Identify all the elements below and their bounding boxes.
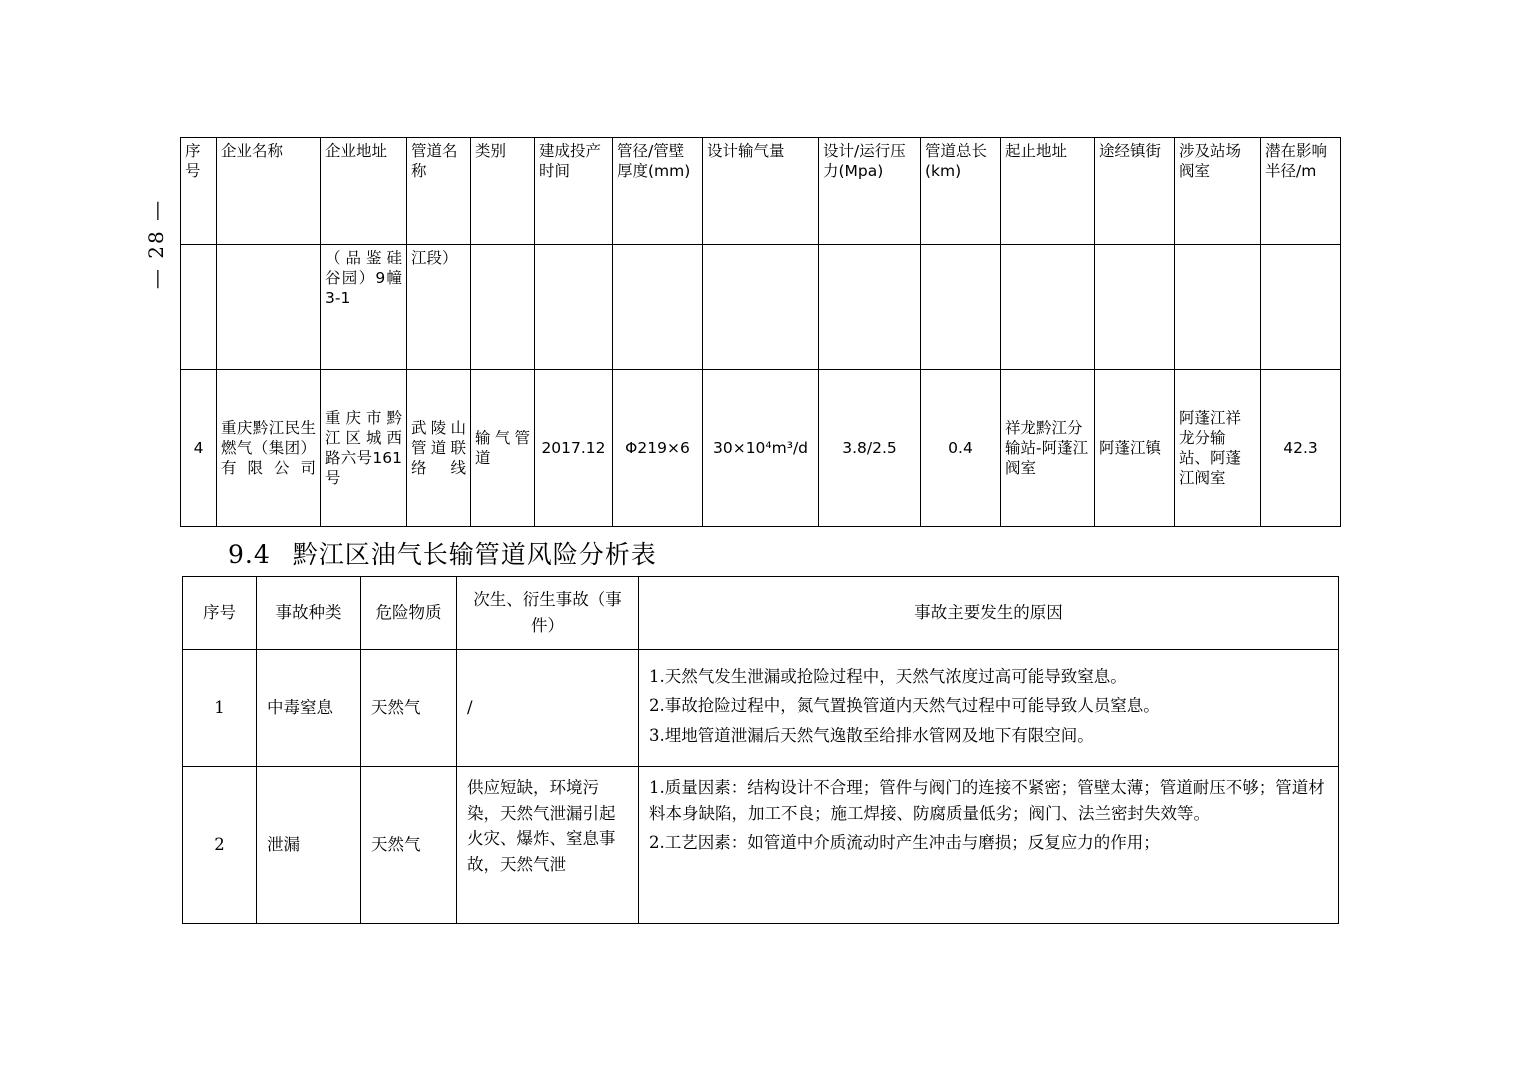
page-number: — 28 — [144,198,168,290]
cell-hazard-substance: 天然气 [361,767,457,924]
cell-secondary-accident: / [457,650,639,767]
cell-hazard-substance: 天然气 [361,650,457,767]
cell-length [921,245,1001,370]
table-row [181,245,1341,370]
cell-pressure [819,245,921,370]
header-secondary-accident: 次生、衍生事故（事件） [457,577,639,650]
risk-analysis-table [182,576,1339,924]
cell-index: 4 [181,370,217,527]
cause-item: 3.埋地管道泄漏后天然气逸散至给排水管网及地下有限空间。 [649,725,1094,745]
cell-length: 0.4 [921,370,1001,527]
cell-build-time: 2017.12 [535,370,613,527]
cell-address: （品鉴硅谷园）9幢3-1 [321,245,407,370]
cell-stations: 阿蓬江祥龙分输站、阿蓬江阀室 [1175,370,1261,527]
cell-stations [1175,245,1261,370]
cell-main-causes [639,650,1339,767]
cell-radius [1261,245,1341,370]
cell-index: 1 [183,650,257,767]
header-radius: 潜在影响半径/m [1261,138,1341,245]
cell-main-causes [639,767,1339,924]
header-diameter: 管径/管壁厚度(mm) [613,138,703,245]
cell-secondary-accident: 供应短缺，环境污染，天然气泄漏引起火灾、爆炸、窒息事故，天然气泄 [457,767,639,924]
cause-item: 2.事故抢险过程中，氮气置换管道内天然气过程中可能导致人员窒息。 [649,696,1160,716]
cause-item: 1.质量因素：结构设计不合理；管件与阀门的连接不紧密；管壁太薄；管道耐压不够；管道材料本身缺陷，加工不良；施工焊接、防腐质量低劣；阀门、法兰密封失效等。 [649,778,1325,823]
cell-company: 重庆黔江民生燃气（集团）有限公司 [217,370,321,527]
cell-diameter: Φ219×6 [613,370,703,527]
cell-category: 输气管道 [471,370,535,527]
table-row [183,767,1339,924]
header-pressure: 设计/运行压力(Mpa) [819,138,921,245]
cell-accident-type: 泄漏 [257,767,361,924]
header-main-causes: 事故主要发生的原因 [639,577,1339,650]
header-length: 管道总长(km) [921,138,1001,245]
cell-index: 2 [183,767,257,924]
cause-item: 2.工艺因素：如管道中介质流动时产生冲击与磨损；反复应力的作用； [649,833,1160,853]
section-number: 9.4 [228,540,271,569]
table-header-row [181,138,1341,245]
section-heading [228,535,657,571]
header-hazard-substance: 危险物质 [361,577,457,650]
table-row [181,370,1341,527]
cell-address: 重庆市黔江区城西路六号161号 [321,370,407,527]
header-start-end: 起止地址 [1001,138,1095,245]
cell-build-time [535,245,613,370]
table-header-row [183,577,1339,650]
header-pipeline-name: 管道名称 [407,138,471,245]
cause-item: 1.天然气发生泄漏或抢险过程中，天然气浓度过高可能导致窒息。 [649,666,1127,686]
header-index: 序号 [181,138,217,245]
cell-pipeline-name: 武陵山管道联络线 [407,370,471,527]
header-towns: 途经镇街 [1095,138,1175,245]
cell-start-end: 祥龙黔江分输站-阿蓬江阀室 [1001,370,1095,527]
section-title: 黔江区油气长输管道风险分析表 [292,540,657,569]
cell-pressure: 3.8/2.5 [819,370,921,527]
cell-design-flow [703,245,819,370]
cell-design-flow: 30×10⁴m³/d [703,370,819,527]
header-address: 企业地址 [321,138,407,245]
cell-towns [1095,245,1175,370]
pipeline-table [180,137,1341,527]
cell-index [181,245,217,370]
header-index: 序号 [183,577,257,650]
cell-towns: 阿蓬江镇 [1095,370,1175,527]
cell-diameter [613,245,703,370]
header-stations: 涉及站场阀室 [1175,138,1261,245]
header-build-time: 建成投产时间 [535,138,613,245]
header-design-flow: 设计输气量 [703,138,819,245]
cell-category [471,245,535,370]
header-category: 类别 [471,138,535,245]
cell-accident-type: 中毒窒息 [257,650,361,767]
cell-radius: 42.3 [1261,370,1341,527]
cell-start-end [1001,245,1095,370]
header-accident-type: 事故种类 [257,577,361,650]
table-row [183,650,1339,767]
cell-pipeline-name: 江段） [407,245,471,370]
header-company: 企业名称 [217,138,321,245]
cell-company [217,245,321,370]
